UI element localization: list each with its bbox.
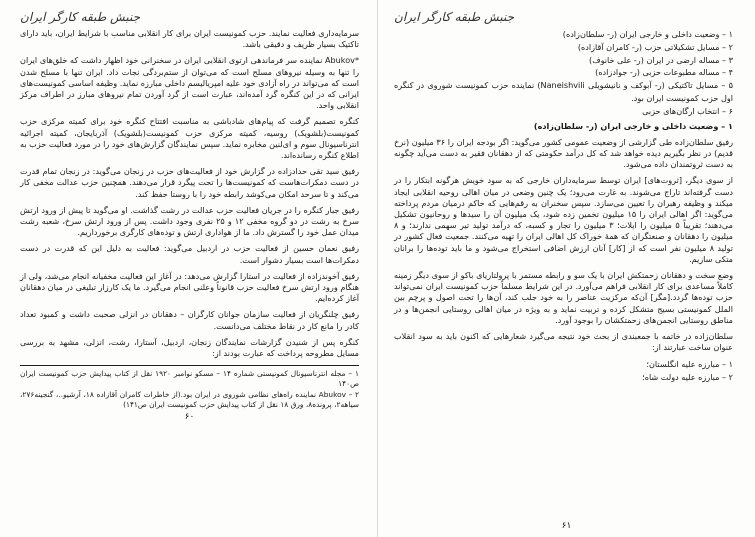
footnote: ۲ – Abukov نماینده راه‌های نظامی شوروی در ایران بود.(از خاطرات کامران آقازاده ۱۸، آرشیو..، گنجینه۲۷۶، سیاهه۲، پرونده۸، ورق ۱۸ نقل از کتاب پیدایش حزب کمونیست ایران ص۱۴۱) bbox=[20, 390, 359, 410]
running-head: جنبش طبقه کارگر ایران bbox=[20, 10, 141, 24]
paragraph: رفیق چلنگریان از فعالیت سازمان جوانان کارگران – دهقانان در انزلی صحبت داشت و کمبود تعداد کادر را مانع کار در نقاط مختلف می‌دانست. bbox=[20, 309, 359, 331]
running-head: جنبش طبقه کارگر ایران bbox=[394, 10, 515, 24]
paragraph: رفیق نعمان حسین از فعالیت حزب در اردبیل می‌گوید: فعالیت به دلیل این که قدرت در دست دمکرات‌ها است بسیار دشوار است. bbox=[20, 243, 359, 265]
paragraph: کنگره پس از شنیدن گزارشات نمایندگان زنجان، اردبیل، آستارا، رشت، انزلی، مشهد به بررسی مسایل مطروحه پرداخت که عبارت بودند از: bbox=[20, 336, 359, 359]
agenda-item: ۱ – وضعیت داخلی و خارجی ایران (ر- سلطان‌زاده) bbox=[562, 29, 733, 39]
agenda-item: ۶ – انتخاب ارگان‌های حزبی bbox=[642, 105, 733, 116]
agenda-item: ۴ – مساله مطبوعات حزبی (ر- جوادزاده) bbox=[595, 67, 733, 78]
paragraph: سلطان‌زاده در خاتمه با جمعبندی از بحث خود نتیجه می‌گیرد شعارهایی که اکنون باید به سود انقلاب عنوان ساخت عبارتند از: bbox=[394, 331, 733, 353]
paragraph: از سوی دیگر، [ثروت‌های] ایران توسط سرمایه‌داران خارجی که به سود خویش هرگونه ابتکار را در دست گرفته‌اند تاراج می‌شوند. به غارت می‌رود؛ یک چنین وضعی در میان اهالی روحیه انقلابی ایجاد میکند و وظیفه رهبران را تعیین می‌سازد. سپس سخنران به رقم‌هایی که حاکم درمیان مردم پرداخته می‌گوید: اگر اهالی ایران را ۱۵ میلیون تخمین زده شود، یک میلیون آن را سیدها و روحانیون تشکیل می‌دهند؛ تقریباً ۵ میلیون را ایلات؛ ۳ میلیون را تجار و کسبه، که درآمد تولید تیر سهمی ندارند؛ و ۸ میلیون را دهقانان و صنعتگران که همۀ خوراک کل اهالی ایران را تهیه می‌کنند. جمعیت فعال کشور در تولید ۸ میلیون نفر است که از [کار] آنان ارزش اضافی استخراج می‌شود و ما باید توده‌ها را برانان متکی سازیم. bbox=[394, 175, 733, 264]
footnotes bbox=[20, 369, 359, 410]
page-number: ۶۱ bbox=[561, 521, 572, 531]
agenda-item: ۳ – مساله ارضی در ایران (ر- علی خانوف) bbox=[589, 54, 733, 65]
footnote-separator bbox=[20, 365, 359, 366]
footnote: ۱ – مجله انترناسیونال کمونیستی شماره ۱۴ – مسکو نوامبر ۱۹۲۰ نقل از کتاب پیدایش حزب کمونیست ایران ص۱۴۰ bbox=[20, 369, 359, 389]
page-number: ۶۰ bbox=[184, 412, 195, 423]
paragraph: رفیق سید تقی حدادزاده در گزارش خود از فعالیت‌های حزب در زنجان می‌گوید: در زنجان تمام قدرت در دست دمکرات‌هاست که کمونیست‌ها را تحت پیگرد قرار می‌دهند. همچنین حزب عدالت مخفی کار می‌کند و تا سرحد امکان می‌کوشد رابطه خود را با روستا حفظ کند. bbox=[20, 166, 359, 199]
slogan-item: ۱ – مبارزه علیه انگلستان؛ bbox=[646, 359, 733, 370]
left-page bbox=[0, 0, 377, 537]
paragraph: رفیق آخوندزاده از فعالیت در استارا گزارش می‌دهد: در آغاز این فعالیت مخفیانه انجام می‌شد، ولی از هنگام ورود ارتش سرخ فعالیت حزب قانوناً وعلنی انجام می‌گیرد. ما یک کارزار تبلیغی در میان دهقانان آغاز کرده‌ایم. bbox=[20, 270, 359, 304]
paragraph: رفیق سلطان‌زاده طی گزارشی از وضعیت عمومی کشور می‌گوید: اگر بودجه ایران را ۳۶ میلیون (نرخ قدیم) در نظر بگیریم دیده خواهد شد که کل درآمد حکومتی که از دهقانان فقیر به دست می‌آید چگونه به دست ثروتمندان داده می‌شود. bbox=[394, 136, 733, 170]
agenda-list bbox=[394, 28, 733, 118]
paragraph: رفیق جبار کنگره را در جریان فعالیت حزب عدالت در رشت گذاشت. او می‌گوید تا پیش از ورود ارتش سرخ به رشت در دو گروه مخفی ۱۲ و ۲۵ نفری وجود داشت. پس از ورود ارتش سرخ، شعبه رشت میدان عمل خود را گسترش داد. ما از هواداری ارتش و توده‌های کارگری برخورداریم. bbox=[20, 204, 359, 238]
right-page bbox=[378, 0, 755, 537]
paragraph: سرمایه‌داری فعالیت نمایند. حزب کمونیست ایران برای کار انقلابی مناسب با شرایط ایران، باید دارای تاکتیک بسیار ظریف و دقیقی باشد. bbox=[20, 28, 359, 50]
agenda-item: ۲ – مسایل تشکیلاتی حزب (ر- کامران آقازاده) bbox=[577, 41, 733, 52]
paragraph: *Abukov نماینده سر فرماندهی ارتوی انقلابی ایران در سخنرانی خود اظهار داشت که خلق‌های ایران را تنها به وسیله نیروهای مسلح است که می‌توان از ستم‌بردگی نجات داد. ایران تنها با مسلح شدن است که می‌تواند در راه آزادی خود علیه امپریالیسم داخلی مبارزه نماید. وظیفه اساسی کمونیست‌های ایرانی که در این کنگره گرد آمده‌اند، عبارت است از گرد آوردن تمام نیروهای مبارز در اطراف مرکز انقلابی واحد. bbox=[20, 55, 359, 111]
paragraph: وضع سخت و دهقانان زحمتکش ایران با یک سو و رابطه مستمر با پرولتاریای باکو از سوی دیگر زمینه کاملاً مساعدی برای کار انقلابی فراهم می‌آورد. در این شرایط مسلماً حزب کمونیست ایران نمی‌تواند حزب توده‌ها گردد.[مگر] آن‌که مرکزیت عناصر را به خود جلب کند، آن‌ها را تحت اصول و پرچم بین الملل کمونیستی بسیج متشکل کرده و تربیت نماید و به ویژه در میان اهالی روستایی انجمن‌ها و در مناطق روستایی انجمن‌های زحمتکشان را بوجود آورد. bbox=[394, 270, 733, 325]
paragraph: کنگره تصمیم گرفت که پیام‌های شادباشی به مناسبت افتتاح کنگره خود برای کمیته مرکزی حزب کمونیست(بلشویک) روسیه، کمیته مرکزی حزب کمونیست(بلشویک) آذربایجان، کمیته اجرائیه انترناسیونال سوم و ای‌لنین مخابره نماید. سپس نمایندگان گزارش‌های خود را در مورد فعالیت حزب به اطلاع کنگره رسانده‌اند. bbox=[20, 116, 359, 161]
section-heading: ۱ – وضعیت داخلی و خارجی ایران (ر- سلطان‌زاده) bbox=[533, 120, 733, 131]
slogan-list bbox=[394, 358, 733, 384]
agenda-item: ۵ – مسایل تاکتیکی (ر- آبوکف و نانیشویلی Naneishvili) نماینده حزب کمونیست شوروی در کنگره اول حزب کمونیست ایران بود. bbox=[394, 80, 733, 103]
slogan-item: ۲ – مبارزه علیه دولت شاه؛ bbox=[642, 372, 733, 383]
